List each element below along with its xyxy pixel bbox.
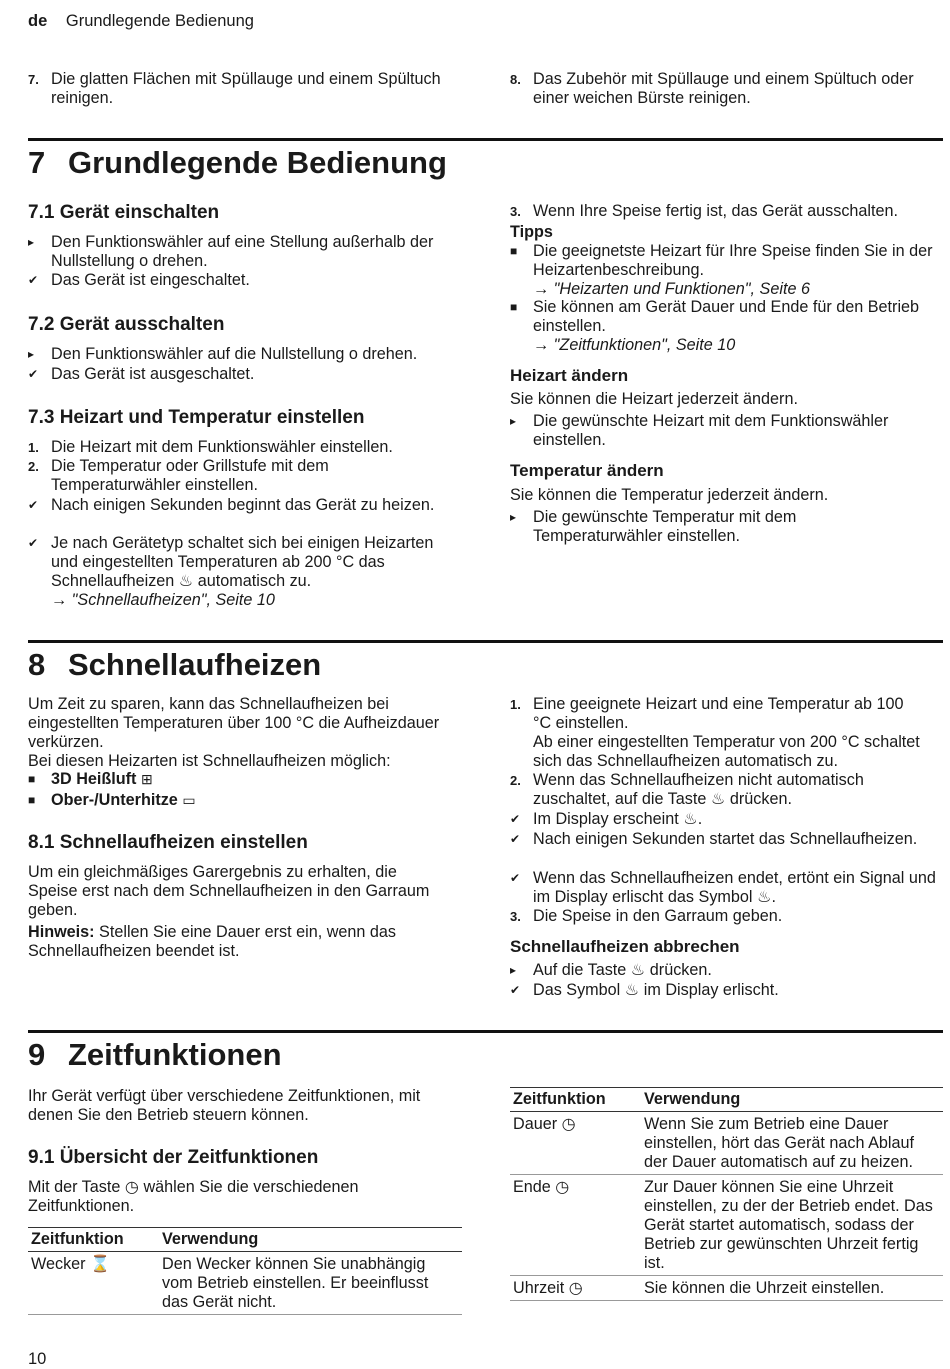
paragraph: Ihr Gerät verfügt über verschiedene Zeitfunktionen, mit denen Sie den Betrieb steuern können.: [28, 1087, 421, 1124]
tip-text: Sie können am Gerät Dauer und Ende für den Betrieb einstellen.: [533, 298, 920, 335]
action-text: Den Funktionswähler auf die Nullstellung o drehen.: [51, 345, 418, 363]
section-title-text: Schnellaufheizen: [68, 647, 322, 682]
check-icon: ✔: [28, 367, 39, 381]
tips-title: Tipps: [510, 223, 553, 241]
paragraph: Sie können die Heizart jederzeit ändern.: [510, 390, 798, 408]
section-title-text: Zeitfunktionen: [68, 1037, 282, 1072]
note-text: Stellen Sie eine Dauer erst ein, wenn das Schnellaufheizen beendet ist.: [28, 923, 397, 960]
action-text: Auf die Taste ♨ drücken.: [533, 961, 712, 979]
step-number: 7.: [28, 72, 39, 87]
paragraph: Um ein gleichmäßiges Garergebnis zu erhalten, die Speise erst nach dem Schnellaufheizen in den Garraum geben.: [28, 863, 430, 919]
result-item: [28, 496, 448, 515]
result-item: [510, 869, 940, 907]
step-text: Wenn Ihre Speise fertig ist, das Gerät ausschalten.: [533, 202, 899, 220]
step-text: Wenn das Schnellaufheizen nicht automatisch zuschaltet, auf die Taste ♨ drücken.: [533, 771, 864, 808]
subsection-title: 7.3 Heizart und Temperatur einstellen: [28, 407, 365, 428]
list-item-text: Ober-/Unterhitze: [51, 791, 178, 809]
section-number: 8: [28, 647, 46, 682]
top-bottom-heat-icon: ▭: [182, 792, 196, 808]
table-cell: Dauer ◷: [510, 1112, 641, 1175]
column-header: Verwendung: [159, 1228, 462, 1252]
section-title-text: Grundlegende Bedienung: [68, 145, 447, 180]
result-text: Das Gerät ist eingeschaltet.: [51, 271, 250, 289]
result-text: Je nach Gerätetyp schaltet sich bei einigen Heizarten und eingestellten Temperaturen ab 200 °C das Schnellaufheizen ♨ automatisch zu.: [51, 534, 434, 590]
list-item: [28, 457, 458, 495]
list-item: [510, 202, 935, 221]
table-row: [510, 1276, 943, 1301]
table-cell: Uhrzeit ◷: [510, 1276, 641, 1301]
action-item: [28, 233, 448, 271]
list-item: [510, 695, 935, 771]
triangle-right-icon: ▸: [28, 347, 35, 361]
column-header: Zeitfunktion: [510, 1088, 641, 1112]
step-number: 2.: [510, 773, 521, 788]
paragraph: Um Zeit zu sparen, kann das Schnellaufheizen bei eingestellten Temperaturen über 100 °C die Aufheizdauer verkürzen.: [28, 695, 440, 751]
paragraph: Bei diesen Heizarten ist Schnellaufheizen möglich:: [28, 752, 391, 770]
step-text: Das Zubehör mit Spüllauge und einem Spültuch oder einer weichen Bürste reinigen.: [533, 70, 914, 107]
cross-reference-link[interactable]: → "Zeitfunktionen", Seite 10: [533, 336, 736, 354]
tip-item: [510, 298, 935, 355]
table-row: [28, 1252, 462, 1315]
table-cell: Den Wecker können Sie unabhängig vom Betrieb einstellen. Er beeinflusst das Gerät nicht.: [159, 1252, 462, 1315]
subsection-title: 8.1 Schnellaufheizen einstellen: [28, 832, 308, 853]
table-cell: Sie können die Uhrzeit einstellen.: [641, 1276, 943, 1301]
triangle-right-icon: ▸: [28, 235, 35, 249]
check-icon: ✔: [510, 983, 521, 997]
page-number: 10: [28, 1350, 47, 1368]
check-icon: ✔: [510, 832, 521, 846]
note-paragraph: [28, 923, 458, 961]
action-item: [510, 961, 935, 980]
step-number: 3.: [510, 909, 521, 924]
step-text: Die glatten Flächen mit Spüllauge und einem Spültuch reinigen.: [51, 70, 441, 107]
table-header-row: [510, 1088, 943, 1112]
table-row: [510, 1112, 943, 1175]
step-text: Die Speise in den Garraum geben.: [533, 907, 783, 925]
subsection-title: 7.1 Gerät einschalten: [28, 202, 220, 223]
square-bullet-icon: ■: [28, 793, 36, 807]
result-text: Nach einigen Sekunden startet das Schnellaufheizen.: [533, 830, 918, 848]
action-item: [28, 345, 458, 364]
subsection-title: 9.1 Übersicht der Zeitfunktionen: [28, 1147, 319, 1168]
section-rule: [28, 1030, 943, 1033]
check-icon: ✔: [28, 536, 39, 550]
table-row: [510, 1175, 943, 1276]
language-code: de: [28, 12, 48, 30]
result-item: [510, 810, 935, 829]
step-text: Eine geeignete Heizart und eine Temperatur ab 100 °C einstellen.: [533, 695, 904, 732]
section-number: 7: [28, 145, 46, 180]
time-functions-table-left: [28, 1227, 462, 1315]
step-text: Die Temperatur oder Grillstufe mit dem Temperaturwähler einstellen.: [51, 457, 329, 494]
step-number: 2.: [28, 459, 39, 474]
column-header: Zeitfunktion: [28, 1228, 159, 1252]
step-text: Die Heizart mit dem Funktionswähler einstellen.: [51, 438, 393, 456]
subheading: Schnellaufheizen abbrechen: [510, 937, 740, 956]
section-title: [28, 1037, 282, 1073]
section-title: [28, 647, 321, 683]
result-item: [28, 271, 448, 290]
cross-reference-link[interactable]: → "Schnellaufheizen", Seite 10: [51, 591, 275, 609]
action-item: [510, 508, 920, 546]
result-text: Nach einigen Sekunden beginnt das Gerät zu heizen.: [51, 496, 435, 514]
square-bullet-icon: ■: [28, 772, 36, 786]
result-item: [510, 830, 928, 849]
check-icon: ✔: [28, 273, 39, 287]
subheading: Heizart ändern: [510, 366, 629, 385]
action-item: [510, 412, 935, 450]
result-text: Das Symbol ♨ im Display erlischt.: [533, 981, 779, 999]
section-rule: [28, 640, 943, 643]
check-icon: ✔: [510, 812, 521, 826]
result-text: Das Gerät ist ausgeschaltet.: [51, 365, 255, 383]
section-number: 9: [28, 1037, 46, 1072]
column-header: Verwendung: [641, 1088, 943, 1112]
header-title: Grundlegende Bedienung: [65, 12, 254, 30]
table-cell: Wecker ⌛: [28, 1252, 159, 1315]
subheading: Temperatur ändern: [510, 461, 664, 480]
list-item: [510, 907, 935, 926]
list-item: [510, 771, 922, 809]
step-number: 8.: [510, 72, 521, 87]
result-text: Im Display erscheint ♨.: [533, 810, 703, 828]
hot-air-icon: ⊞: [140, 771, 153, 787]
paragraph: Mit der Taste ◷ wählen Sie die verschiedenen Zeitfunktionen.: [28, 1178, 359, 1215]
check-icon: ✔: [510, 871, 521, 885]
check-icon: ✔: [28, 498, 39, 512]
list-item: [28, 438, 458, 457]
time-functions-table-right: [510, 1087, 943, 1301]
paragraph: Sie können die Temperatur jederzeit ändern.: [510, 486, 829, 504]
table-cell: Wenn Sie zum Betrieb eine Dauer einstellen, hört das Gerät nach Ablauf der Dauer automatisch auf zu heizen.: [641, 1112, 943, 1175]
section-title: [28, 145, 447, 181]
list-item: [28, 70, 458, 108]
square-bullet-icon: ■: [510, 300, 518, 314]
triangle-right-icon: ▸: [510, 510, 517, 524]
table-header-row: [28, 1228, 462, 1252]
result-item: [28, 365, 458, 384]
subsection-title: 7.2 Gerät ausschalten: [28, 314, 225, 335]
table-cell: Ende ◷: [510, 1175, 641, 1276]
page-header: [28, 11, 254, 31]
action-text: Den Funktionswähler auf eine Stellung außerhalb der Nullstellung o drehen.: [51, 233, 434, 270]
triangle-right-icon: ▸: [510, 414, 517, 428]
step-number: 1.: [510, 697, 521, 712]
result-item: [510, 981, 935, 1000]
step-number: 3.: [510, 204, 521, 219]
result-item: [28, 534, 460, 591]
list-item: [510, 70, 930, 108]
note-label: Hinweis:: [28, 923, 95, 941]
tip-text: Die geeignetste Heizart für Ihre Speise finden Sie in der Heizartenbeschreibung.: [533, 242, 933, 279]
tip-item: [510, 242, 938, 299]
action-text: Die gewünschte Heizart mit dem Funktionswähler einstellen.: [533, 412, 889, 449]
step-number: 1.: [28, 440, 39, 455]
result-text: Wenn das Schnellaufheizen endet, ertönt ein Signal und im Display erlischt das Symbol ♨.: [533, 869, 936, 906]
step-text: Ab einer eingestellten Temperatur von 200 °C schaltet sich das Schnellaufheizen automatisch zu.: [533, 733, 920, 770]
square-bullet-icon: ■: [510, 244, 518, 258]
triangle-right-icon: ▸: [510, 963, 517, 977]
list-item: [28, 770, 448, 789]
list-item: [28, 791, 448, 810]
cross-reference-link[interactable]: → "Heizarten und Funktionen", Seite 6: [533, 280, 810, 298]
action-text: Die gewünschte Temperatur mit dem Temperaturwähler einstellen.: [533, 508, 797, 545]
table-cell: Zur Dauer können Sie eine Uhrzeit einstellen, zu der der Betrieb endet. Das Gerät startet automatisch, sodass der Betrieb zur gewünschten Uhrzeit fertig ist.: [641, 1175, 943, 1276]
list-item-text: 3D Heißluft: [51, 770, 137, 788]
section-rule: [28, 138, 943, 141]
